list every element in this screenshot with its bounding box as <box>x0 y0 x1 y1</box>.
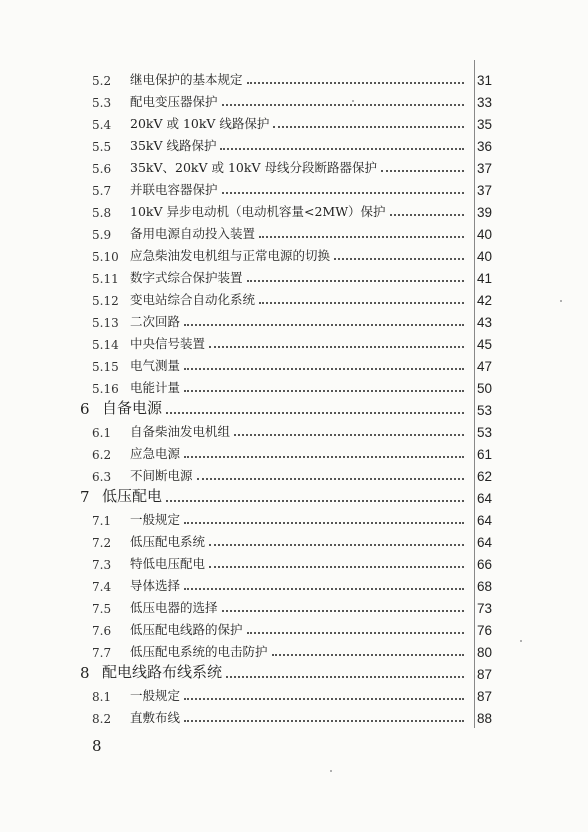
toc-entry-page: 87 <box>476 667 492 682</box>
dot-leader <box>222 104 464 106</box>
scan-margin-line <box>474 60 475 728</box>
toc-entry-title: 电气测量 <box>130 358 181 373</box>
toc-entry-title: 低压配电系统的电击防护 <box>130 644 268 659</box>
toc-entry-number: 7.7 <box>92 646 112 660</box>
toc-entry-page: 80 <box>476 645 492 660</box>
toc-entry-title: 低压配电线路的保护 <box>130 622 243 637</box>
toc-entry-number: 7.1 <box>92 514 112 528</box>
toc-entry-page: 39 <box>476 205 492 220</box>
toc-entry-number: 5.3 <box>92 96 112 110</box>
toc-section-entry[interactable] <box>92 374 492 396</box>
dot-leader <box>234 434 464 436</box>
toc-entry-page: 35 <box>476 117 492 132</box>
dot-leader <box>209 346 464 348</box>
dot-leader <box>226 676 464 678</box>
toc-entry-title: 不间断电源 <box>130 468 193 483</box>
toc-entry-number: 5.7 <box>92 184 112 198</box>
toc-entry-title: 低压配电 <box>102 487 163 505</box>
toc-entry-page: 42 <box>476 293 492 308</box>
toc-entry-title: 导体选择 <box>130 578 181 593</box>
dot-leader <box>220 148 464 150</box>
toc-entry-number: 5.6 <box>92 162 112 176</box>
toc-entry-title: 备用电源自动投入装置 <box>130 226 256 241</box>
dot-leader <box>247 280 464 282</box>
toc-section-entry[interactable] <box>92 506 492 528</box>
dot-leader <box>184 368 464 370</box>
toc-entry-page: 47 <box>476 359 492 374</box>
toc-entry-title: 一般规定 <box>130 688 181 703</box>
toc-section-entry[interactable] <box>92 704 492 726</box>
toc-entry-page: 31 <box>476 73 492 88</box>
toc-entry-number: 7 <box>80 488 90 506</box>
toc-entry-title: 特低电压配电 <box>130 556 206 571</box>
dot-leader <box>197 478 464 480</box>
toc-entry-number: 5.8 <box>92 206 112 220</box>
toc-entry-title: 数字式综合保护装置 <box>130 270 243 285</box>
toc-section-entry[interactable] <box>92 110 492 132</box>
dot-leader <box>184 720 464 722</box>
dot-leader <box>259 302 464 304</box>
dot-leader <box>209 566 464 568</box>
toc-entry-number: 5.9 <box>92 228 112 242</box>
scan-speck <box>560 300 562 302</box>
toc-entry-page: 64 <box>476 535 492 550</box>
toc-entry-page: 64 <box>476 513 492 528</box>
dot-leader <box>209 544 464 546</box>
toc-entry-number: 5.16 <box>92 382 119 396</box>
toc-section-entry[interactable] <box>92 264 492 286</box>
toc-entry-title: 低压配电系统 <box>130 534 206 549</box>
dot-leader <box>273 126 464 128</box>
toc-entry-page: 50 <box>476 381 492 396</box>
toc-entry-number: 7.2 <box>92 536 112 550</box>
toc-entry-number: 6.1 <box>92 426 112 440</box>
toc-entry-number: 8 <box>80 664 90 682</box>
toc-entry-page: 68 <box>476 579 492 594</box>
toc-section-entry[interactable] <box>92 132 492 154</box>
page-number: 8 <box>92 737 102 755</box>
toc-entry-title: 35kV、20kV 或 10kV 母线分段断路器保护 <box>130 160 377 175</box>
toc-section-entry[interactable] <box>92 154 492 176</box>
toc-section-entry[interactable] <box>92 572 492 594</box>
toc-entry-title: 变电站综合自动化系统 <box>130 292 256 307</box>
toc-entry-number: 6.2 <box>92 448 112 462</box>
toc-entry-number: 7.3 <box>92 558 112 572</box>
toc-section-entry[interactable] <box>92 308 492 330</box>
toc-section-entry[interactable] <box>92 638 492 660</box>
dot-leader <box>272 654 464 656</box>
dot-leader <box>184 324 464 326</box>
toc-chapter-entry[interactable] <box>80 484 492 506</box>
toc-section-entry[interactable] <box>92 242 492 264</box>
toc-entry-title: 并联电容器保护 <box>130 182 218 197</box>
toc-section-entry[interactable] <box>92 550 492 572</box>
toc-entry-number: 5.4 <box>92 118 112 132</box>
toc-entry-title: 低压电器的选择 <box>130 600 218 615</box>
toc-section-entry[interactable] <box>92 88 492 110</box>
toc-chapter-entry[interactable] <box>80 660 492 682</box>
toc-entry-number: 7.5 <box>92 602 112 616</box>
toc-entry-title: 一般规定 <box>130 512 181 527</box>
toc-entry-title: 二次回路 <box>130 314 181 329</box>
toc-entry-page: 64 <box>476 491 492 506</box>
toc-entry-page: 61 <box>476 447 492 462</box>
toc-entry-number: 6 <box>80 400 90 418</box>
toc-entry-title: 35kV 线路保护 <box>130 138 217 153</box>
dot-leader <box>166 500 464 502</box>
toc-entry-page: 76 <box>476 623 492 638</box>
toc-entry-page: 41 <box>476 271 492 286</box>
toc-entry-page: 43 <box>476 315 492 330</box>
toc-entry-title: 配电线路布线系统 <box>102 663 223 681</box>
toc-entry-page: 53 <box>476 403 492 418</box>
toc-entry-number: 6.3 <box>92 470 112 484</box>
toc-entry-title: 自备柴油发电机组 <box>130 424 231 439</box>
toc-entry-title: 20kV 或 10kV 线路保护 <box>130 116 270 131</box>
dot-leader <box>334 258 464 260</box>
toc-entry-page: 45 <box>476 337 492 352</box>
toc-entry-number: 8.2 <box>92 712 112 726</box>
toc-entry-number: 7.4 <box>92 580 112 594</box>
toc-entry-page: 73 <box>476 601 492 616</box>
dot-leader <box>222 192 464 194</box>
toc-entry-page: 33 <box>476 95 492 110</box>
scan-speck <box>352 100 354 102</box>
scan-speck <box>330 770 332 772</box>
dot-leader <box>381 170 464 172</box>
toc-section-entry[interactable] <box>92 176 492 198</box>
toc-entry-title: 直敷布线 <box>130 710 181 725</box>
toc-entry-number: 8.1 <box>92 690 112 704</box>
toc-section-entry[interactable] <box>92 330 492 352</box>
toc-chapter-entry[interactable] <box>80 396 492 418</box>
toc-entry-number: 5.14 <box>92 338 119 352</box>
toc-entry-title: 中央信号装置 <box>130 336 206 351</box>
toc-entry-page: 87 <box>476 689 492 704</box>
toc-section-entry[interactable] <box>92 528 492 550</box>
toc-entry-page: 53 <box>476 425 492 440</box>
toc-section-entry[interactable] <box>92 352 492 374</box>
toc-entry-number: 7.6 <box>92 624 112 638</box>
toc-section-entry[interactable] <box>92 220 492 242</box>
dot-leader <box>184 390 464 392</box>
toc-entry-title: 配电变压器保护 <box>130 94 218 109</box>
toc-entry-title: 应急电源 <box>130 446 181 461</box>
toc-section-entry[interactable] <box>92 66 492 88</box>
toc-entry-page: 40 <box>476 249 492 264</box>
toc-entry-page: 37 <box>476 183 492 198</box>
dot-leader <box>184 698 464 700</box>
toc-entry-number: 5.11 <box>92 272 119 286</box>
dot-leader <box>166 412 464 414</box>
toc-entry-number: 5.2 <box>92 74 112 88</box>
toc-entry-number: 5.15 <box>92 360 119 374</box>
toc-entry-title: 电能计量 <box>130 380 181 395</box>
scan-speck <box>520 640 522 642</box>
toc-entry-page: 40 <box>476 227 492 242</box>
toc-entry-number: 5.10 <box>92 250 119 264</box>
toc-entry-number: 5.12 <box>92 294 119 308</box>
toc-section-entry[interactable] <box>92 198 492 220</box>
dot-leader <box>184 522 464 524</box>
dot-leader <box>390 214 464 216</box>
dot-leader <box>247 82 464 84</box>
dot-leader <box>222 610 464 612</box>
toc-section-entry[interactable] <box>92 462 492 484</box>
toc-section-entry[interactable] <box>92 682 492 704</box>
toc-entry-title: 10kV 异步电动机（电动机容量<2MW）保护 <box>130 204 386 219</box>
toc-entry-page: 36 <box>476 139 492 154</box>
toc-entry-title: 自备电源 <box>102 399 163 417</box>
toc-entry-page: 66 <box>476 557 492 572</box>
toc-entry-title: 应急柴油发电机组与正常电源的切换 <box>130 248 331 263</box>
toc-section-entry[interactable] <box>92 440 492 462</box>
toc-entry-page: 88 <box>476 711 492 726</box>
dot-leader <box>247 632 464 634</box>
toc-entry-page: 62 <box>476 469 492 484</box>
toc-section-entry[interactable] <box>92 418 492 440</box>
toc-entry-number: 5.13 <box>92 316 119 330</box>
toc-entry-title: 继电保护的基本规定 <box>130 72 243 87</box>
toc-section-entry[interactable] <box>92 616 492 638</box>
toc-entry-number: 5.5 <box>92 140 112 154</box>
dot-leader <box>184 588 464 590</box>
dot-leader <box>184 456 464 458</box>
toc-section-entry[interactable] <box>92 594 492 616</box>
toc-section-entry[interactable] <box>92 286 492 308</box>
dot-leader <box>259 236 464 238</box>
toc-entry-page: 37 <box>476 161 492 176</box>
